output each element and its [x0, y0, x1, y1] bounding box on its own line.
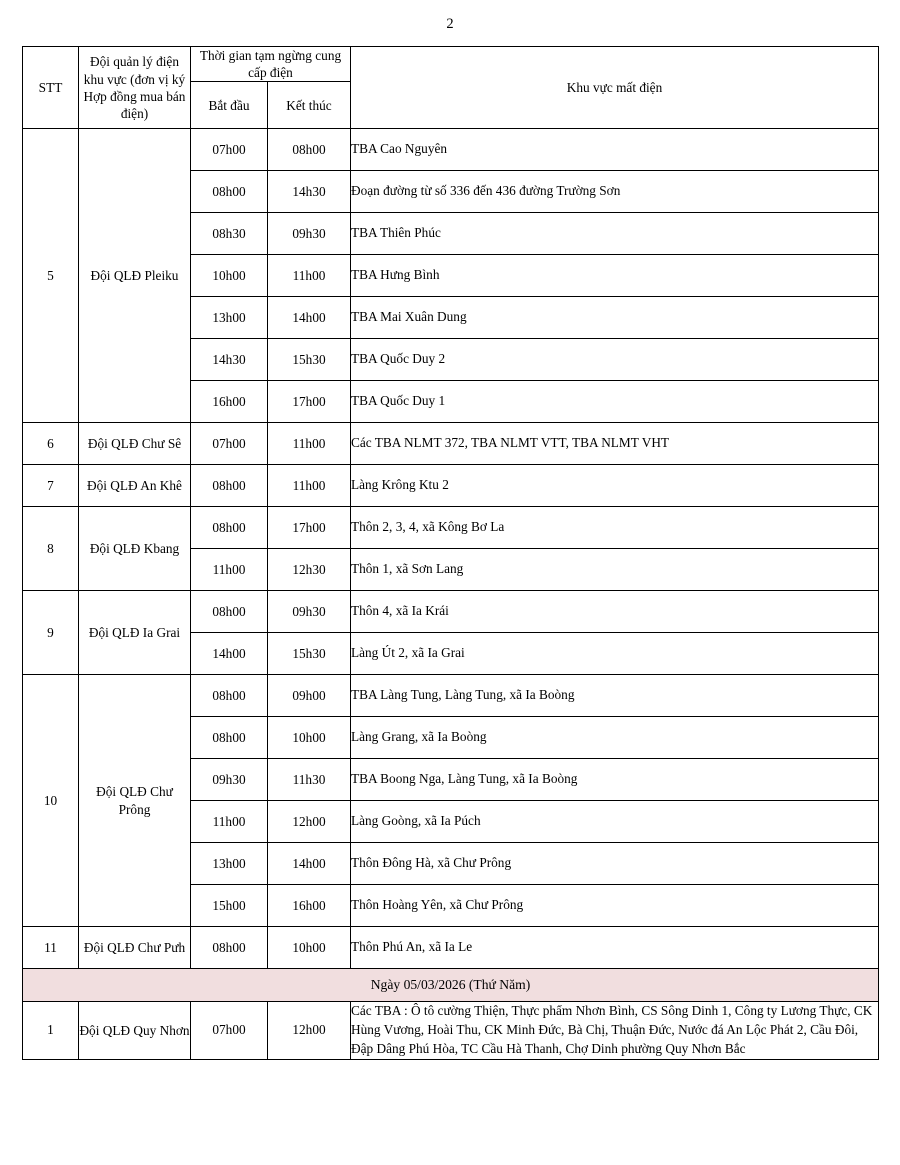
cell-start-time: 07h00 [191, 129, 268, 171]
cell-outage-area: TBA Cao Nguyên [351, 129, 879, 171]
cell-end-time: 12h00 [268, 801, 351, 843]
column-header-time-group: Thời gian tạm ngừng cung cấp điện [191, 47, 351, 82]
cell-start-time: 14h00 [191, 633, 268, 675]
cell-end-time: 15h30 [268, 339, 351, 381]
cell-end-time: 17h00 [268, 381, 351, 423]
cell-start-time: 08h30 [191, 213, 268, 255]
cell-team-name: Đội QLĐ An Khê [79, 465, 191, 507]
cell-outage-area: Đoạn đường từ số 336 đến 436 đường Trường Sơn [351, 171, 879, 213]
cell-outage-area: TBA Thiên Phúc [351, 213, 879, 255]
table-row [23, 465, 879, 507]
table-header [23, 47, 879, 129]
table-row [23, 927, 879, 969]
column-header-team: Đội quản lý điện khu vực (đơn vị ký Hợp đồng mua bán điện) [79, 47, 191, 129]
cell-outage-area: Thôn Hoàng Yên, xã Chư Prông [351, 885, 879, 927]
cell-outage-area: TBA Mai Xuân Dung [351, 297, 879, 339]
cell-end-time: 15h30 [268, 633, 351, 675]
cell-stt: 10 [23, 675, 79, 927]
cell-team-name: Đội QLĐ Chư Prông [79, 675, 191, 927]
header-row-1 [23, 47, 879, 82]
cell-end-time: 10h00 [268, 717, 351, 759]
date-banner-row [23, 969, 879, 1002]
cell-team-name: Đội QLĐ Kbang [79, 507, 191, 591]
cell-end-time: 11h30 [268, 759, 351, 801]
cell-outage-area: Làng Grang, xã Ia Boòng [351, 717, 879, 759]
cell-end-time: 12h00 [268, 1002, 351, 1060]
cell-start-time: 08h00 [191, 591, 268, 633]
cell-start-time: 11h00 [191, 549, 268, 591]
cell-end-time: 14h00 [268, 843, 351, 885]
cell-end-time: 10h00 [268, 927, 351, 969]
cell-start-time: 08h00 [191, 465, 268, 507]
column-header-end-time: Kết thúc [268, 82, 351, 129]
table-row [23, 423, 879, 465]
cell-outage-area: TBA Quốc Duy 2 [351, 339, 879, 381]
cell-start-time: 11h00 [191, 801, 268, 843]
cell-start-time: 08h00 [191, 675, 268, 717]
cell-outage-area: Thôn Đông Hà, xã Chư Prông [351, 843, 879, 885]
cell-stt: 6 [23, 423, 79, 465]
cell-end-time: 11h00 [268, 255, 351, 297]
cell-end-time: 14h30 [268, 171, 351, 213]
cell-end-time: 11h00 [268, 465, 351, 507]
column-header-area: Khu vực mất điện [351, 47, 879, 129]
cell-start-time: 14h30 [191, 339, 268, 381]
cell-end-time: 16h00 [268, 885, 351, 927]
cell-start-time: 08h00 [191, 927, 268, 969]
cell-stt: 5 [23, 129, 79, 423]
cell-start-time: 08h00 [191, 717, 268, 759]
cell-stt: 8 [23, 507, 79, 591]
cell-team-name: Đội QLĐ Ia Grai [79, 591, 191, 675]
cell-stt: 11 [23, 927, 79, 969]
table-row [23, 591, 879, 633]
cell-end-time: 11h00 [268, 423, 351, 465]
cell-team-name: Đội QLĐ Quy Nhơn [79, 1002, 191, 1060]
cell-end-time: 09h00 [268, 675, 351, 717]
cell-start-time: 09h30 [191, 759, 268, 801]
cell-end-time: 14h00 [268, 297, 351, 339]
cell-outage-area: Thôn 1, xã Sơn Lang [351, 549, 879, 591]
cell-start-time: 07h00 [191, 1002, 268, 1060]
cell-end-time: 17h00 [268, 507, 351, 549]
table-row [23, 507, 879, 549]
cell-team-name: Đội QLĐ Pleiku [79, 129, 191, 423]
cell-outage-area: Làng Út 2, xã Ia Grai [351, 633, 879, 675]
cell-start-time: 13h00 [191, 297, 268, 339]
cell-start-time: 13h00 [191, 843, 268, 885]
cell-stt: 1 [23, 1002, 79, 1060]
cell-start-time: 08h00 [191, 507, 268, 549]
table-row [23, 1002, 879, 1060]
table-row [23, 675, 879, 717]
cell-outage-area: TBA Hưng Bình [351, 255, 879, 297]
cell-end-time: 08h00 [268, 129, 351, 171]
table-row [23, 129, 879, 171]
cell-outage-area: Làng Krông Ktu 2 [351, 465, 879, 507]
cell-outage-area: Thôn 4, xã Ia Krái [351, 591, 879, 633]
cell-outage-area: TBA Boong Nga, Làng Tung, xã Ia Boòng [351, 759, 879, 801]
cell-stt: 7 [23, 465, 79, 507]
date-banner: Ngày 05/03/2026 (Thứ Năm) [23, 969, 879, 1002]
cell-outage-area: Thôn 2, 3, 4, xã Kông Bơ La [351, 507, 879, 549]
cell-stt: 9 [23, 591, 79, 675]
column-header-start-time: Bắt đầu [191, 82, 268, 129]
cell-team-name: Đội QLĐ Chư Pưh [79, 927, 191, 969]
cell-outage-area: Các TBA : Ô tô cường Thiện, Thực phẩm Nhơn Bình, CS Sông Dinh 1, Công ty Lương Thực, CK Hùng Vương, Hoài Thu, CK Minh Đức, Bà Chị, Thuận Đức, Nước đá An Lộc Phát 2, Cầu Đôi, Đập Dâng Phú Hòa, TC Cầu Hà Thanh, Chợ Dinh phường Quy Nhơn Bắc [351, 1002, 879, 1060]
cell-start-time: 07h00 [191, 423, 268, 465]
cell-end-time: 12h30 [268, 549, 351, 591]
page-number: 2 [446, 16, 454, 32]
cell-start-time: 08h00 [191, 171, 268, 213]
column-header-stt: STT [23, 47, 79, 129]
cell-start-time: 16h00 [191, 381, 268, 423]
cell-team-name: Đội QLĐ Chư Sê [79, 423, 191, 465]
cell-end-time: 09h30 [268, 591, 351, 633]
cell-end-time: 09h30 [268, 213, 351, 255]
table-body [23, 129, 879, 1060]
cell-start-time: 15h00 [191, 885, 268, 927]
cell-outage-area: TBA Làng Tung, Làng Tung, xã Ia Boòng [351, 675, 879, 717]
cell-outage-area: Thôn Phú An, xã Ia Le [351, 927, 879, 969]
cell-outage-area: Các TBA NLMT 372, TBA NLMT VTT, TBA NLMT VHT [351, 423, 879, 465]
power-outage-schedule-table [22, 46, 879, 1060]
cell-outage-area: TBA Quốc Duy 1 [351, 381, 879, 423]
cell-start-time: 10h00 [191, 255, 268, 297]
cell-outage-area: Làng Goòng, xã Ia Púch [351, 801, 879, 843]
